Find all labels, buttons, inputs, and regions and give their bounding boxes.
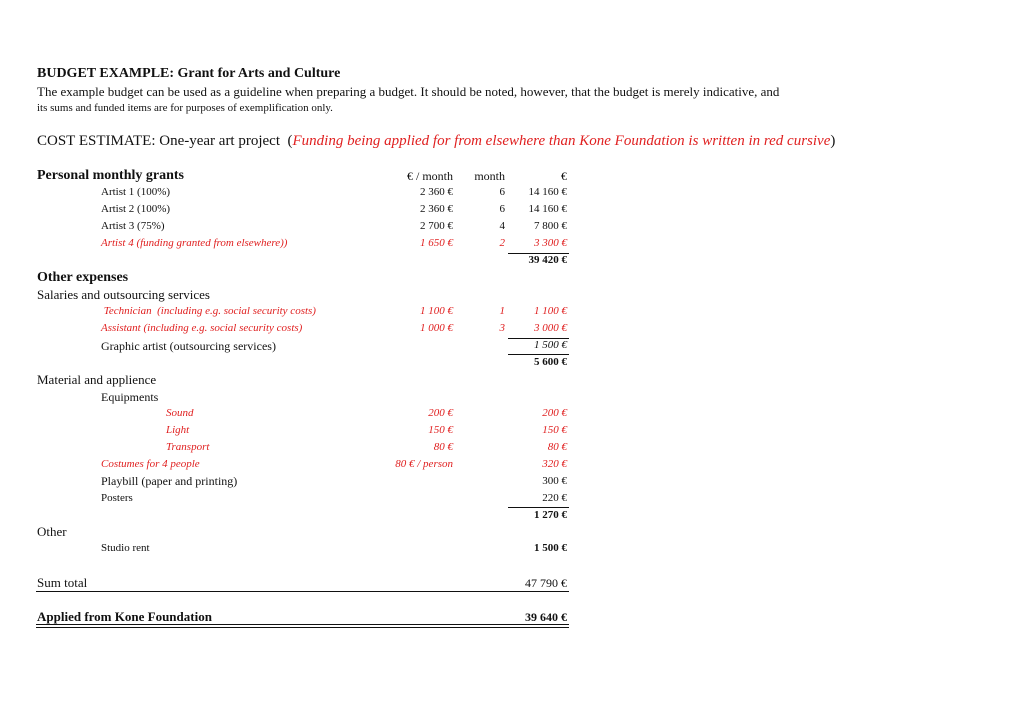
grants-row-total: 3 300 € xyxy=(534,237,567,249)
other-expenses-heading: Other expenses xyxy=(37,270,129,285)
salaries-row-rule xyxy=(508,338,569,339)
applied-value: 39 640 € xyxy=(525,610,567,624)
salaries-row-qty: 1 xyxy=(499,305,505,317)
grants-row-months: 6 xyxy=(499,186,505,198)
salaries-row-total: 3 000 € xyxy=(534,322,567,334)
material-heading: Material and applience xyxy=(37,372,157,387)
equipment-row-total: 200 € xyxy=(542,407,567,419)
grants-subtotal: 39 420 € xyxy=(528,254,567,266)
equipment-row-label: Sound xyxy=(166,407,194,419)
applied-label: Applied from Kone Foundation xyxy=(37,609,212,624)
other-heading: Other xyxy=(37,524,67,539)
intro-line-1: The example budget can be used as a guideline when preparing a budget. It should be noted, however, that the budget is merely indicative, and xyxy=(37,84,780,99)
studio-rent-total: 1 500 € xyxy=(534,542,567,554)
salaries-row-rate: 1 000 € xyxy=(420,322,453,334)
sum-total-value: 47 790 € xyxy=(525,576,567,590)
salaries-row-total: 1 500 € xyxy=(534,339,567,351)
salaries-row-rate: 1 100 € xyxy=(420,305,453,317)
sum-total-rule xyxy=(36,591,569,592)
posters-label: Posters xyxy=(101,492,133,504)
cost-note-close: ) xyxy=(830,133,836,149)
equipment-row-total: 150 € xyxy=(542,424,567,436)
material-subtotal-rule xyxy=(508,507,569,508)
cost-note: Funding being applied for from elsewhere than Kone Foundation is written in red cursive xyxy=(292,133,831,149)
grants-col-total: € xyxy=(561,169,567,183)
salaries-row-label: Assistant (including e.g. social security costs) xyxy=(101,322,303,334)
applied-double-rule xyxy=(36,624,569,628)
grants-row-total: 7 800 € xyxy=(534,220,567,232)
intro-line-2: its sums and funded items are for purposes of exemplification only. xyxy=(37,102,333,114)
salaries-row-qty: 3 xyxy=(499,322,505,334)
salaries-subtotal: 5 600 € xyxy=(534,356,567,368)
cost-note-open: ( xyxy=(287,133,293,149)
grants-heading: Personal monthly grants xyxy=(37,168,184,183)
grants-row-rate: 2 700 € xyxy=(420,220,453,232)
grants-row-label: Artist 3 (75%) xyxy=(101,220,165,232)
costumes-total: 320 € xyxy=(542,458,567,470)
equipments-label: Equipments xyxy=(101,390,159,404)
equipment-row-rate: 80 € xyxy=(433,441,453,453)
playbill-label: Playbill (paper and printing) xyxy=(101,474,238,488)
grants-row-rate: 2 360 € xyxy=(420,186,453,198)
sum-total-label: Sum total xyxy=(37,575,88,590)
grants-row-months: 4 xyxy=(499,220,505,232)
salaries-heading: Salaries and outsourcing services xyxy=(37,287,210,302)
equipment-row-rate: 200 € xyxy=(428,407,453,419)
costumes-label: Costumes for 4 people xyxy=(101,458,200,470)
equipment-row-rate: 150 € xyxy=(428,424,453,436)
grants-col-month: month xyxy=(474,169,505,183)
grants-row-label: Artist 4 (funding granted from elsewhere)) xyxy=(101,237,288,249)
equipment-row-label: Light xyxy=(166,424,190,436)
equipment-row-total: 80 € xyxy=(547,441,567,453)
salaries-subtotal-rule xyxy=(508,354,569,355)
grants-row-total: 14 160 € xyxy=(528,203,567,215)
grants-row-label: Artist 2 (100%) xyxy=(101,203,171,215)
posters-total: 220 € xyxy=(542,492,567,504)
page-title: BUDGET EXAMPLE: Grant for Arts and Culture xyxy=(37,66,341,81)
studio-rent-label: Studio rent xyxy=(101,542,150,554)
grants-col-rate: € / month xyxy=(406,169,453,183)
equipment-row-label: Transport xyxy=(166,441,210,453)
grants-row-total: 14 160 € xyxy=(528,186,567,198)
grants-row-months: 2 xyxy=(499,237,505,249)
playbill-total: 300 € xyxy=(542,475,567,487)
costumes-rate: 80 € / person xyxy=(395,458,453,470)
grants-row-rate: 2 360 € xyxy=(420,203,453,215)
salaries-row-label: Technician (including e.g. social security costs) xyxy=(101,305,316,317)
salaries-row-label: Graphic artist (outsourcing services) xyxy=(101,339,276,353)
grants-row-label: Artist 1 (100%) xyxy=(101,186,171,198)
cost-estimate-heading xyxy=(37,133,835,150)
salaries-row-total: 1 100 € xyxy=(534,305,567,317)
grants-row-rate: 1 650 € xyxy=(420,237,453,249)
grants-row-months: 6 xyxy=(499,203,505,215)
material-subtotal: 1 270 € xyxy=(534,509,567,521)
cost-estimate-title: COST ESTIMATE: One-year art project xyxy=(37,133,280,149)
